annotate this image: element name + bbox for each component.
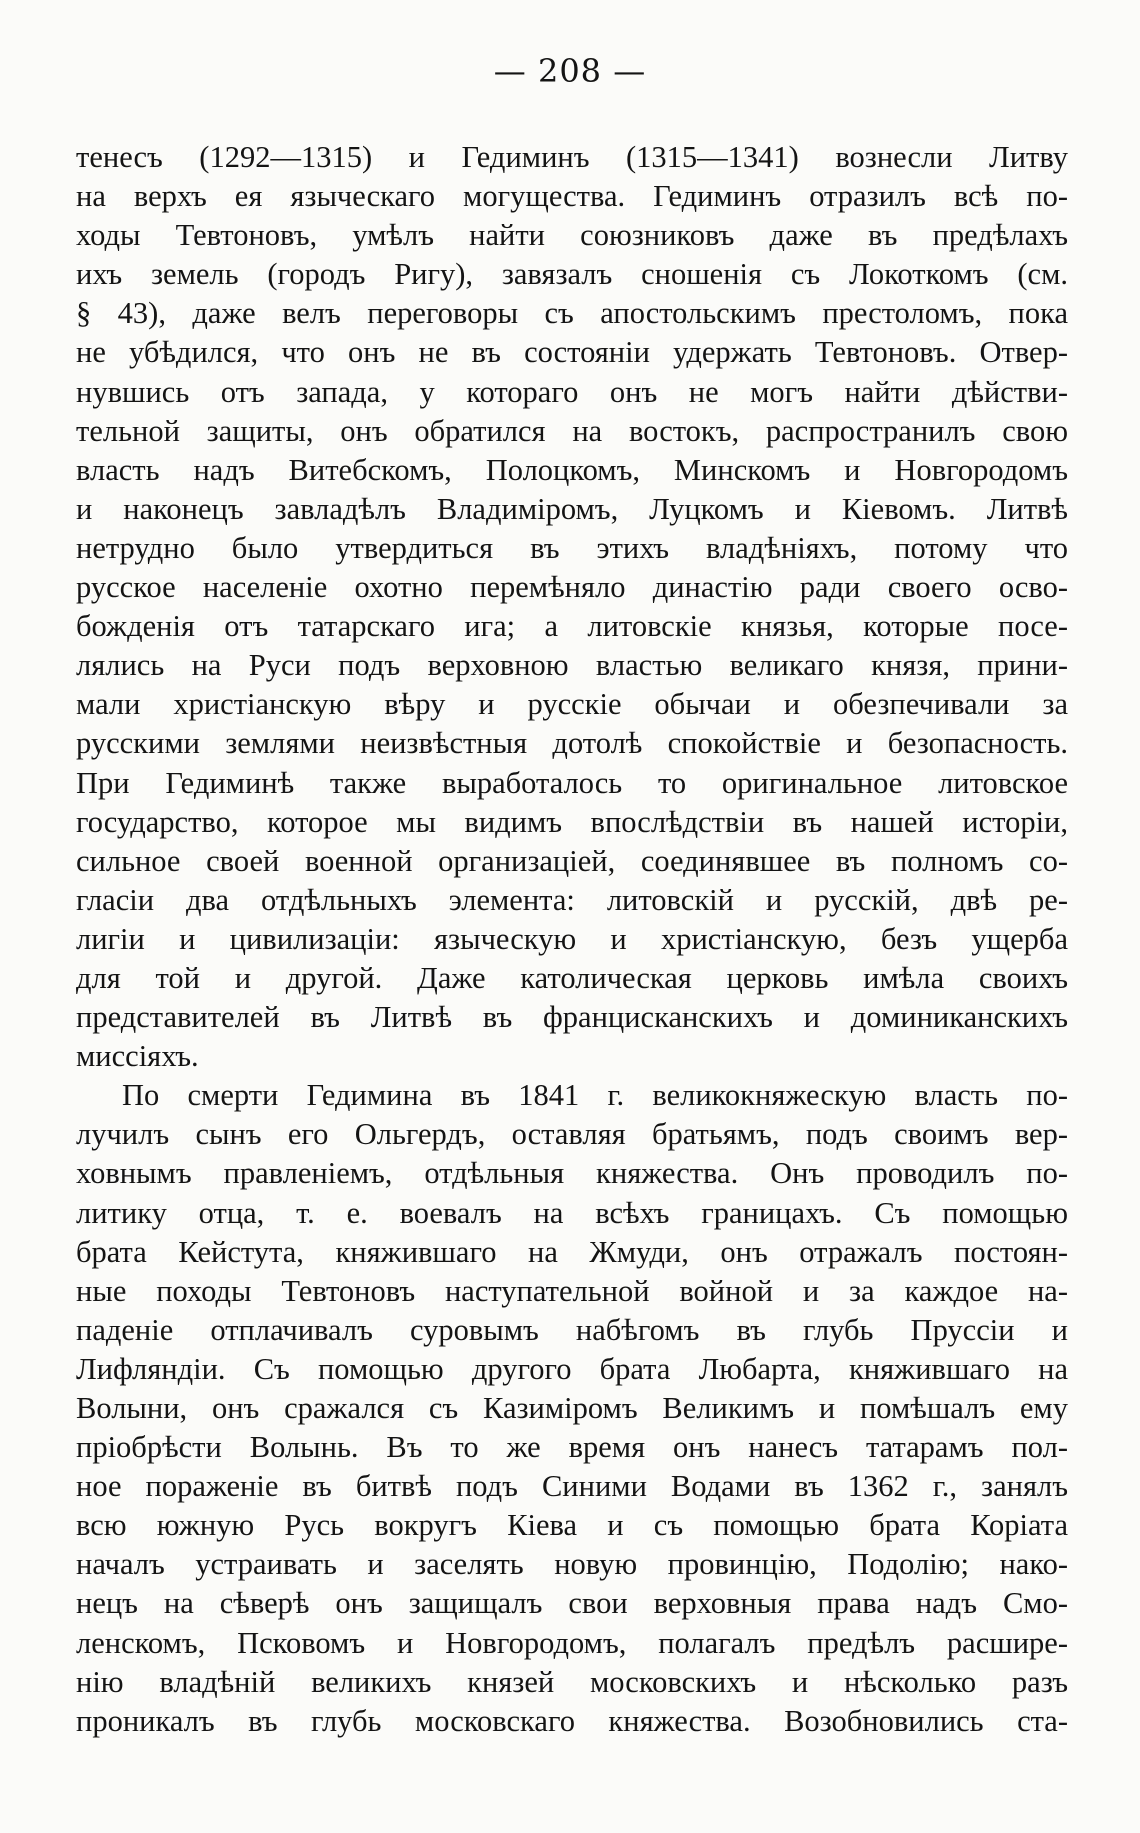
text-line: лялись на Руси подъ верховною властью великаго князя, прини-	[76, 648, 1068, 683]
text-line: миссіяхъ.	[76, 1039, 199, 1074]
text-line: тельной защиты, онъ обратился на востокъ, распространилъ свою	[76, 413, 1068, 448]
text-line: сильное своей военной организаціей, соединявшее въ полномъ со-	[76, 843, 1068, 878]
text-line: нувшись отъ запада, у котораго онъ не могъ найти дѣйстви-	[76, 374, 1068, 409]
text-line: лигіи и цивилизаціи: языческую и христіанскую, безъ ущерба	[76, 921, 1068, 956]
text-line: ходы Тевтоновъ, умѣлъ найти союзниковъ даже въ предѣлахъ	[76, 218, 1068, 253]
text-line: нію владѣній великихъ князей московскихъ и нѣсколько разъ	[76, 1664, 1068, 1699]
paragraph-2	[76, 1076, 1068, 1741]
text-line: Волыни, онъ сражался съ Казиміромъ Великимъ и помѣшалъ ему	[76, 1391, 1068, 1425]
text-line: ховнымъ правленіемъ, отдѣльныя княжества. Онъ проводилъ по-	[76, 1156, 1068, 1191]
text-line: власть надъ Витебскомъ, Полоцкомъ, Минскомъ и Новгородомъ	[76, 452, 1068, 487]
text-line: лучилъ сынъ его Ольгердъ, оставляя братьямъ, подъ своимъ вер-	[76, 1117, 1068, 1152]
text-line: тенесъ (1292—1315) и Гедиминъ (1315—1341) вознесли Литву	[76, 140, 1068, 174]
text-line: Лифляндіи. Съ помощью другого брата Любарта, княжившаго на	[76, 1351, 1068, 1386]
text-line: брата Кейстута, княжившаго на Жмуди, онъ отражалъ постоян-	[76, 1234, 1068, 1269]
text-line: на верхъ ея языческаго могущества. Гедиминъ отразилъ всѣ по-	[76, 179, 1068, 214]
text-line: проникалъ въ глубь московскаго княжества. Возобновились ста-	[76, 1703, 1068, 1738]
text-line: государство, которое мы видимъ впослѣдствіи въ нашей исторіи,	[76, 804, 1068, 839]
text-line: гласіи два отдѣльныхъ элемента: литовскій и русскій, двѣ ре-	[76, 882, 1068, 917]
text-line: мали христіанскую вѣру и русскіе обычаи и обезпечивали за	[76, 687, 1068, 722]
text-line: При Гедиминѣ также выработалось то оригинальное литовское	[76, 765, 1068, 800]
paragraph-1	[76, 138, 1068, 1076]
text-line: началъ устраивать и заселять новую провинцію, Подолію; нако-	[76, 1547, 1068, 1582]
text-line: для той и другой. Даже католическая церковь имѣла своихъ	[76, 960, 1068, 995]
page-number: — 208 —	[493, 52, 647, 90]
text-line: представителей въ Литвѣ въ францисканскихъ и доминиканскихъ	[76, 1000, 1068, 1035]
text-line: По смерти Гедимина въ 1841 г. великокняжескую власть по-	[122, 1078, 1068, 1113]
text-line: ное пораженіе въ битвѣ подъ Синими Водами въ 1362 г., занялъ	[76, 1469, 1068, 1504]
text-line: пріобрѣсти Волынь. Въ то же время онъ нанесъ татарамъ пол-	[76, 1430, 1068, 1465]
text-line: русское населеніе охотно перемѣняло династію ради своего осво-	[76, 570, 1068, 605]
page-body	[76, 138, 1068, 1741]
text-line: ные походы Тевтоновъ наступательной войной и за каждое на-	[76, 1273, 1068, 1308]
text-line: нецъ на сѣверѣ онъ защищалъ свои верховныя права надъ Смо-	[76, 1586, 1068, 1621]
text-line: ихъ земель (городъ Ригу), завязалъ сношенія съ Локоткомъ (см.	[76, 257, 1068, 292]
text-line: ленскомъ, Псковомъ и Новгородомъ, полагалъ предѣлъ расшире-	[76, 1625, 1068, 1660]
text-line: паденіе отплачивалъ суровымъ набѣгомъ въ глубь Пруссіи и	[76, 1312, 1068, 1347]
text-line: русскими землями неизвѣстныя дотолѣ спокойствіе и безопасность.	[76, 726, 1068, 761]
text-line: § 43), даже велъ переговоры съ апостольскимъ престоломъ, пока	[76, 296, 1068, 331]
text-line: литику отца, т. е. воевалъ на всѣхъ границахъ. Съ помощью	[76, 1195, 1068, 1230]
text-line: и наконецъ завладѣлъ Владиміромъ, Луцкомъ и Кіевомъ. Литвѣ	[76, 491, 1068, 526]
text-line: не убѣдился, что онъ не въ состояніи удержать Тевтоновъ. Отвер-	[76, 335, 1068, 370]
text-line: божденія отъ татарскаго ига; а литовскіе князья, которые посе-	[76, 609, 1068, 644]
text-line: нетрудно было утвердиться въ этихъ владѣніяхъ, потому что	[76, 530, 1068, 565]
text-line: всю южную Русь вокругъ Кіева и съ помощью брата Коріата	[76, 1508, 1068, 1543]
